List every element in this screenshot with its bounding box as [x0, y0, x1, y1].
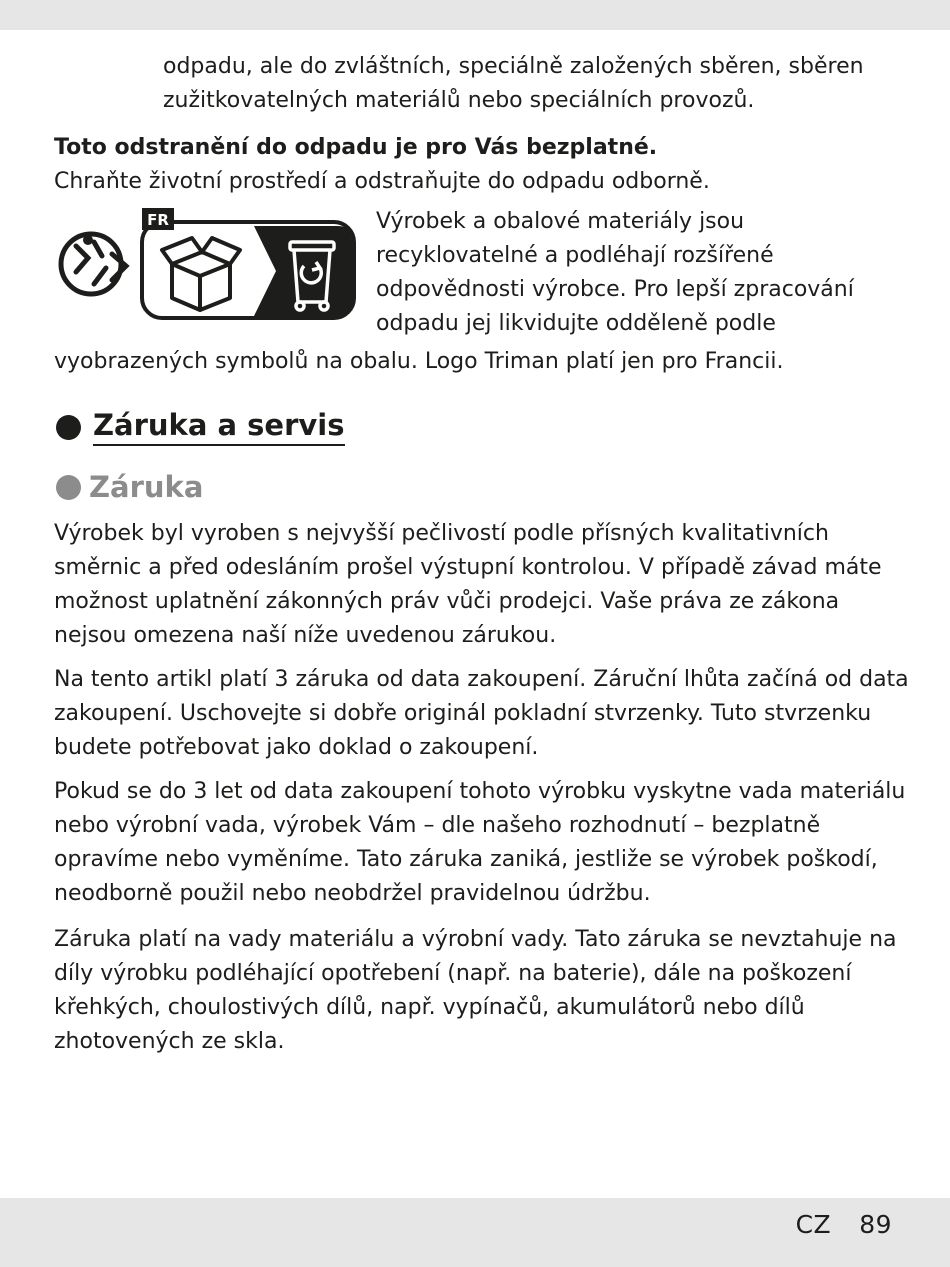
page-number: 89	[859, 1210, 892, 1239]
top-band	[0, 0, 950, 30]
triman-description-continued: vyobrazených symbolů na obalu. Logo Triman platí jen pro Francii.	[54, 349, 784, 374]
paragraph: Pokud se do 3 let od data zakoupení tohoto výrobku vyskytne vada materiálu nebo výrobní vada, výrobek Vám – dle našeho rozhodnutí – bezplatně opravíme nebo vyměníme. Tato záruka zaniká, jestliže se výrobek poškodí, neodborně použil nebo neobdržel pravidelnou údržbu.	[54, 779, 906, 906]
subsection-title: Záruka	[89, 470, 204, 504]
triman-badge: FR	[147, 211, 169, 229]
subsection-heading	[56, 470, 203, 504]
section-heading	[56, 408, 345, 446]
paragraph: Záruka platí na vady materiálu a výrobní vady. Tato záruka se nevztahuje na díly výrobku podléhající opotřebení (např. na baterie), dále na poškození křehkých, choulostivých dílů, např. vypínačů, akumulátorů nebo dílů zhotovených ze skla.	[54, 927, 897, 1054]
footer	[796, 1210, 892, 1239]
triman-logo	[54, 206, 360, 324]
paragraph: Na tento artikl platí 3 záruka od data zakoupení. Záruční lhůta začíná od data zakoupení. Uschovejte si dobře originál pokladní stvrzenky. Tuto stvrzenku budete potřebovat jako doklad o zakoupení.	[54, 667, 909, 760]
bullet-icon	[56, 475, 81, 500]
free-disposal-note: Toto odstranění do odpadu je pro Vás bezplatné.	[54, 135, 658, 160]
language-code: CZ	[795, 1210, 832, 1239]
triman-description: Výrobek a obalové materiály jsou recyklovatelné a podléhají rozšířené odpovědnosti výrobce. Pro lepší zpracování odpadu jej likvidujte odděleně podle	[376, 209, 854, 336]
bullet-icon	[56, 415, 81, 440]
paragraph: Výrobek byl vyroben s nejvyšší pečlivostí podle přísných kvalitativních směrnic a před odesláním prošel výstupní kontrolou. V případě závad máte možnost uplatnění zákonných práv vůči prodejci. Vaše práva ze zákona nejsou omezena naší níže uvedenou zárukou.	[54, 521, 882, 648]
section-title: Záruka a servis	[93, 408, 345, 446]
environment-note: Chraňte životní prostředí a odstraňujte do odpadu odborně.	[54, 169, 710, 194]
intro-continuation: odpadu, ale do zvláštních, speciálně založených sběren, sběren zužitkovatelných materiálů nebo speciálních provozů.	[163, 54, 864, 113]
triman-figure-icon	[61, 234, 126, 294]
